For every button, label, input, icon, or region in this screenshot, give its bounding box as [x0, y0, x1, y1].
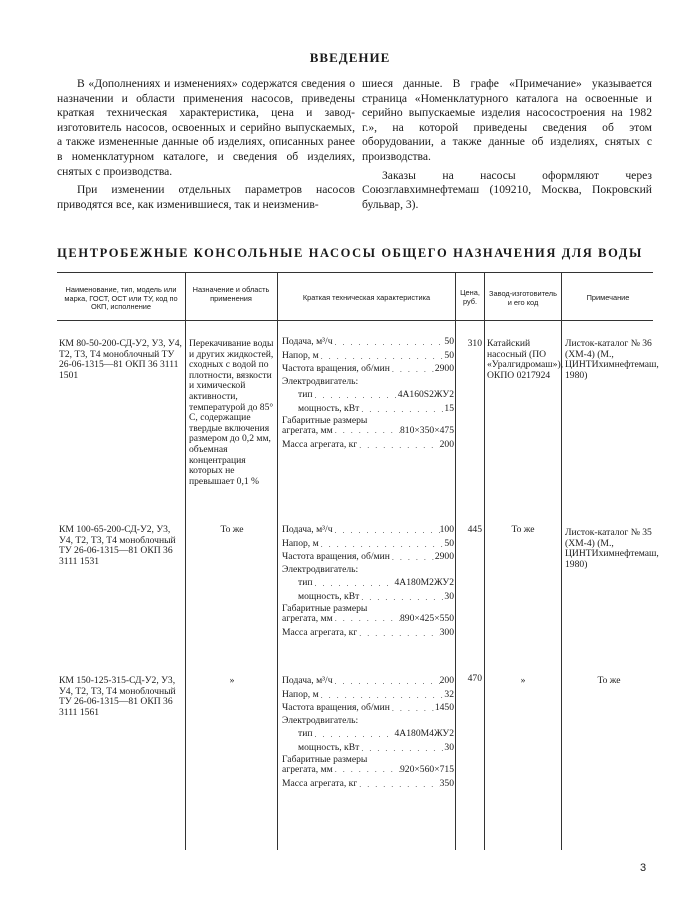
row2-price: 445 [467, 524, 482, 535]
spec-row-head: Напор, м . . . 32 [282, 686, 454, 699]
spec-row-type: тип . . . 4А160S2ЖУ2 [282, 387, 454, 400]
spec-row-speed: Частота вращения, об/мин . . . 2900 [282, 361, 454, 374]
spec-row-dims: Габаритные размеры агрегата, мм . . . 810×350×475 [282, 414, 454, 437]
spec-row-motor: Электродвигатель: [282, 715, 359, 727]
intro-title: ВВЕДЕНИЕ [309, 50, 391, 65]
column-divider [277, 272, 278, 850]
row1-price: 310 [467, 338, 482, 349]
header-price: Цена, руб. [460, 288, 480, 306]
spec-row-head: Напор, м . . . 50 [282, 347, 454, 360]
header-note: Примечание [586, 293, 630, 302]
intro-paragraph: В «Дополнениях и изменениях» содержатся сведения о назначении и области применения насосов, приведены краткая техническая характеристика, цена и завод-изготовитель насосов, освоенных и серийно выпускаемых, а также измененные данные об изделиях, описанных ранее в номенклатурном каталоге, и сведения об изделиях, снятых с производства. [57, 77, 355, 178]
row3-specs [282, 673, 454, 789]
row2-maker: То же [511, 524, 535, 535]
spec-row-motor: Электродвигатель: [282, 376, 359, 388]
spec-row-power: мощность, кВт . . . 15 [282, 400, 454, 413]
row3-price: 470 [467, 673, 482, 684]
spec-row-speed: Частота вращения, об/мин . . . 2900 [282, 549, 454, 562]
table-header-rule [57, 320, 653, 321]
spec-row-power: мощность, кВт . . . 30 [282, 739, 454, 752]
spec-row-speed: Частота вращения, об/мин . . . 1450 [282, 700, 454, 713]
intro-column-right [362, 77, 652, 212]
row2-name: КМ 100-65-200-СД-У2, У3, У4, Т2, Т3, Т4 моноблочный ТУ 26-06-1315—81 ОКП 36 3111 1531 [59, 524, 176, 567]
section-title: ЦЕНТРОБЕЖНЫЕ КОНСОЛЬНЫЕ НАСОСЫ ОБЩЕГО НАЗНАЧЕНИЯ ДЛЯ ВОДЫ [57, 246, 643, 260]
row3-name: КМ 150-125-315-СД-У2, У3, У4, Т2, Т3, Т4 моноблочный ТУ 26-06-1315—81 ОКП 36 3111 1561 [59, 675, 176, 718]
row2-purpose: То же [220, 524, 244, 535]
table-top-rule [57, 272, 653, 273]
spec-row-type: тип . . . 4А180М4ЖУ2 [282, 726, 454, 739]
spec-row-type: тип . . . 4А180М2ЖУ2 [282, 575, 454, 588]
header-purpose: Назначение и область применения [192, 285, 270, 303]
spec-row-mass: Масса агрегата, кг . . . 200 [282, 437, 454, 450]
spec-row-flow: Подача, м³/ч . . . 100 [282, 522, 454, 535]
row1-purpose: Перекачивание воды и других жидкостей, сходных с водой по плотности, вязкости и химической активности, температурой до 85° С, содержащие твердые включения размером до 0,2 мм, объемная концентрация которых не превышает 0,1 % [189, 338, 274, 487]
spec-row-motor: Электродвигатель: [282, 564, 359, 576]
intro-column-left [57, 77, 355, 212]
intro-paragraph: шиеся данные. В графе «Примечание» указывается страница «Номенклатурного каталога на освоенные и серийно выпускаемые изделия насосостроения на 1982 г.», на которой приведены сведения об этом оборудовании, а также данные об изделиях, снятых с производства. [362, 77, 652, 163]
row1-maker: Катайский насосный (ПО «Уралгидромаш»), ОКПО 0217924 [487, 338, 564, 381]
header-maker: Завод-изготовитель и его код [489, 289, 557, 307]
spec-row-dims: Габаритные размеры агрегата, мм . . . 920×560×715 [282, 753, 454, 776]
row3-maker: » [520, 675, 526, 686]
row2-specs [282, 522, 454, 638]
column-divider [455, 272, 456, 850]
page-number: 3 [640, 862, 647, 874]
spec-row-flow: Подача, м³/ч . . . 50 [282, 334, 454, 347]
spec-row-mass: Масса агрегата, кг . . . 350 [282, 776, 454, 789]
row2-note: Листок-каталог № 35 (ХМ-4) (М., ЦИНТИхимнефтемаш, 1980) [565, 527, 659, 570]
row1-name: КМ 80-50-200-СД-У2, У3, У4, Т2, Т3, Т4 моноблочный ТУ 26-06-1315—81 ОКП 36 3111 1501 [59, 338, 182, 381]
column-divider [185, 272, 186, 850]
row1-note: Листок-каталог № 36 (ХМ-4) (М., ЦИНТИхимнефтемаш, 1980) [565, 338, 659, 381]
spec-row-head: Напор, м . . . 50 [282, 535, 454, 548]
intro-paragraph: Заказы на насосы оформляют через Союзглавхимнефтемаш (109210, Москва, Покровский бульвар, 3). [362, 168, 652, 211]
spec-row-mass: Масса агрегата, кг . . . 300 [282, 625, 454, 638]
header-spec: Краткая техническая характеристика [302, 293, 431, 302]
row1-specs [282, 334, 454, 450]
spec-row-power: мощность, кВт . . . 30 [282, 588, 454, 601]
column-divider [484, 272, 485, 850]
intro-paragraph: При изменении отдельных параметров насосов приводятся все, как изменившиеся, так и неизменив- [57, 183, 355, 211]
spec-row-flow: Подача, м³/ч . . . 200 [282, 673, 454, 686]
header-name: Наименование, тип, модель или марка, ГОСТ, ОСТ или ТУ, код по ОКП, исполнение [64, 285, 178, 312]
row3-note: То же [597, 675, 621, 686]
spec-row-dims: Габаритные размеры агрегата, мм . . . 890×425×550 [282, 602, 454, 625]
row3-purpose: » [229, 675, 235, 686]
